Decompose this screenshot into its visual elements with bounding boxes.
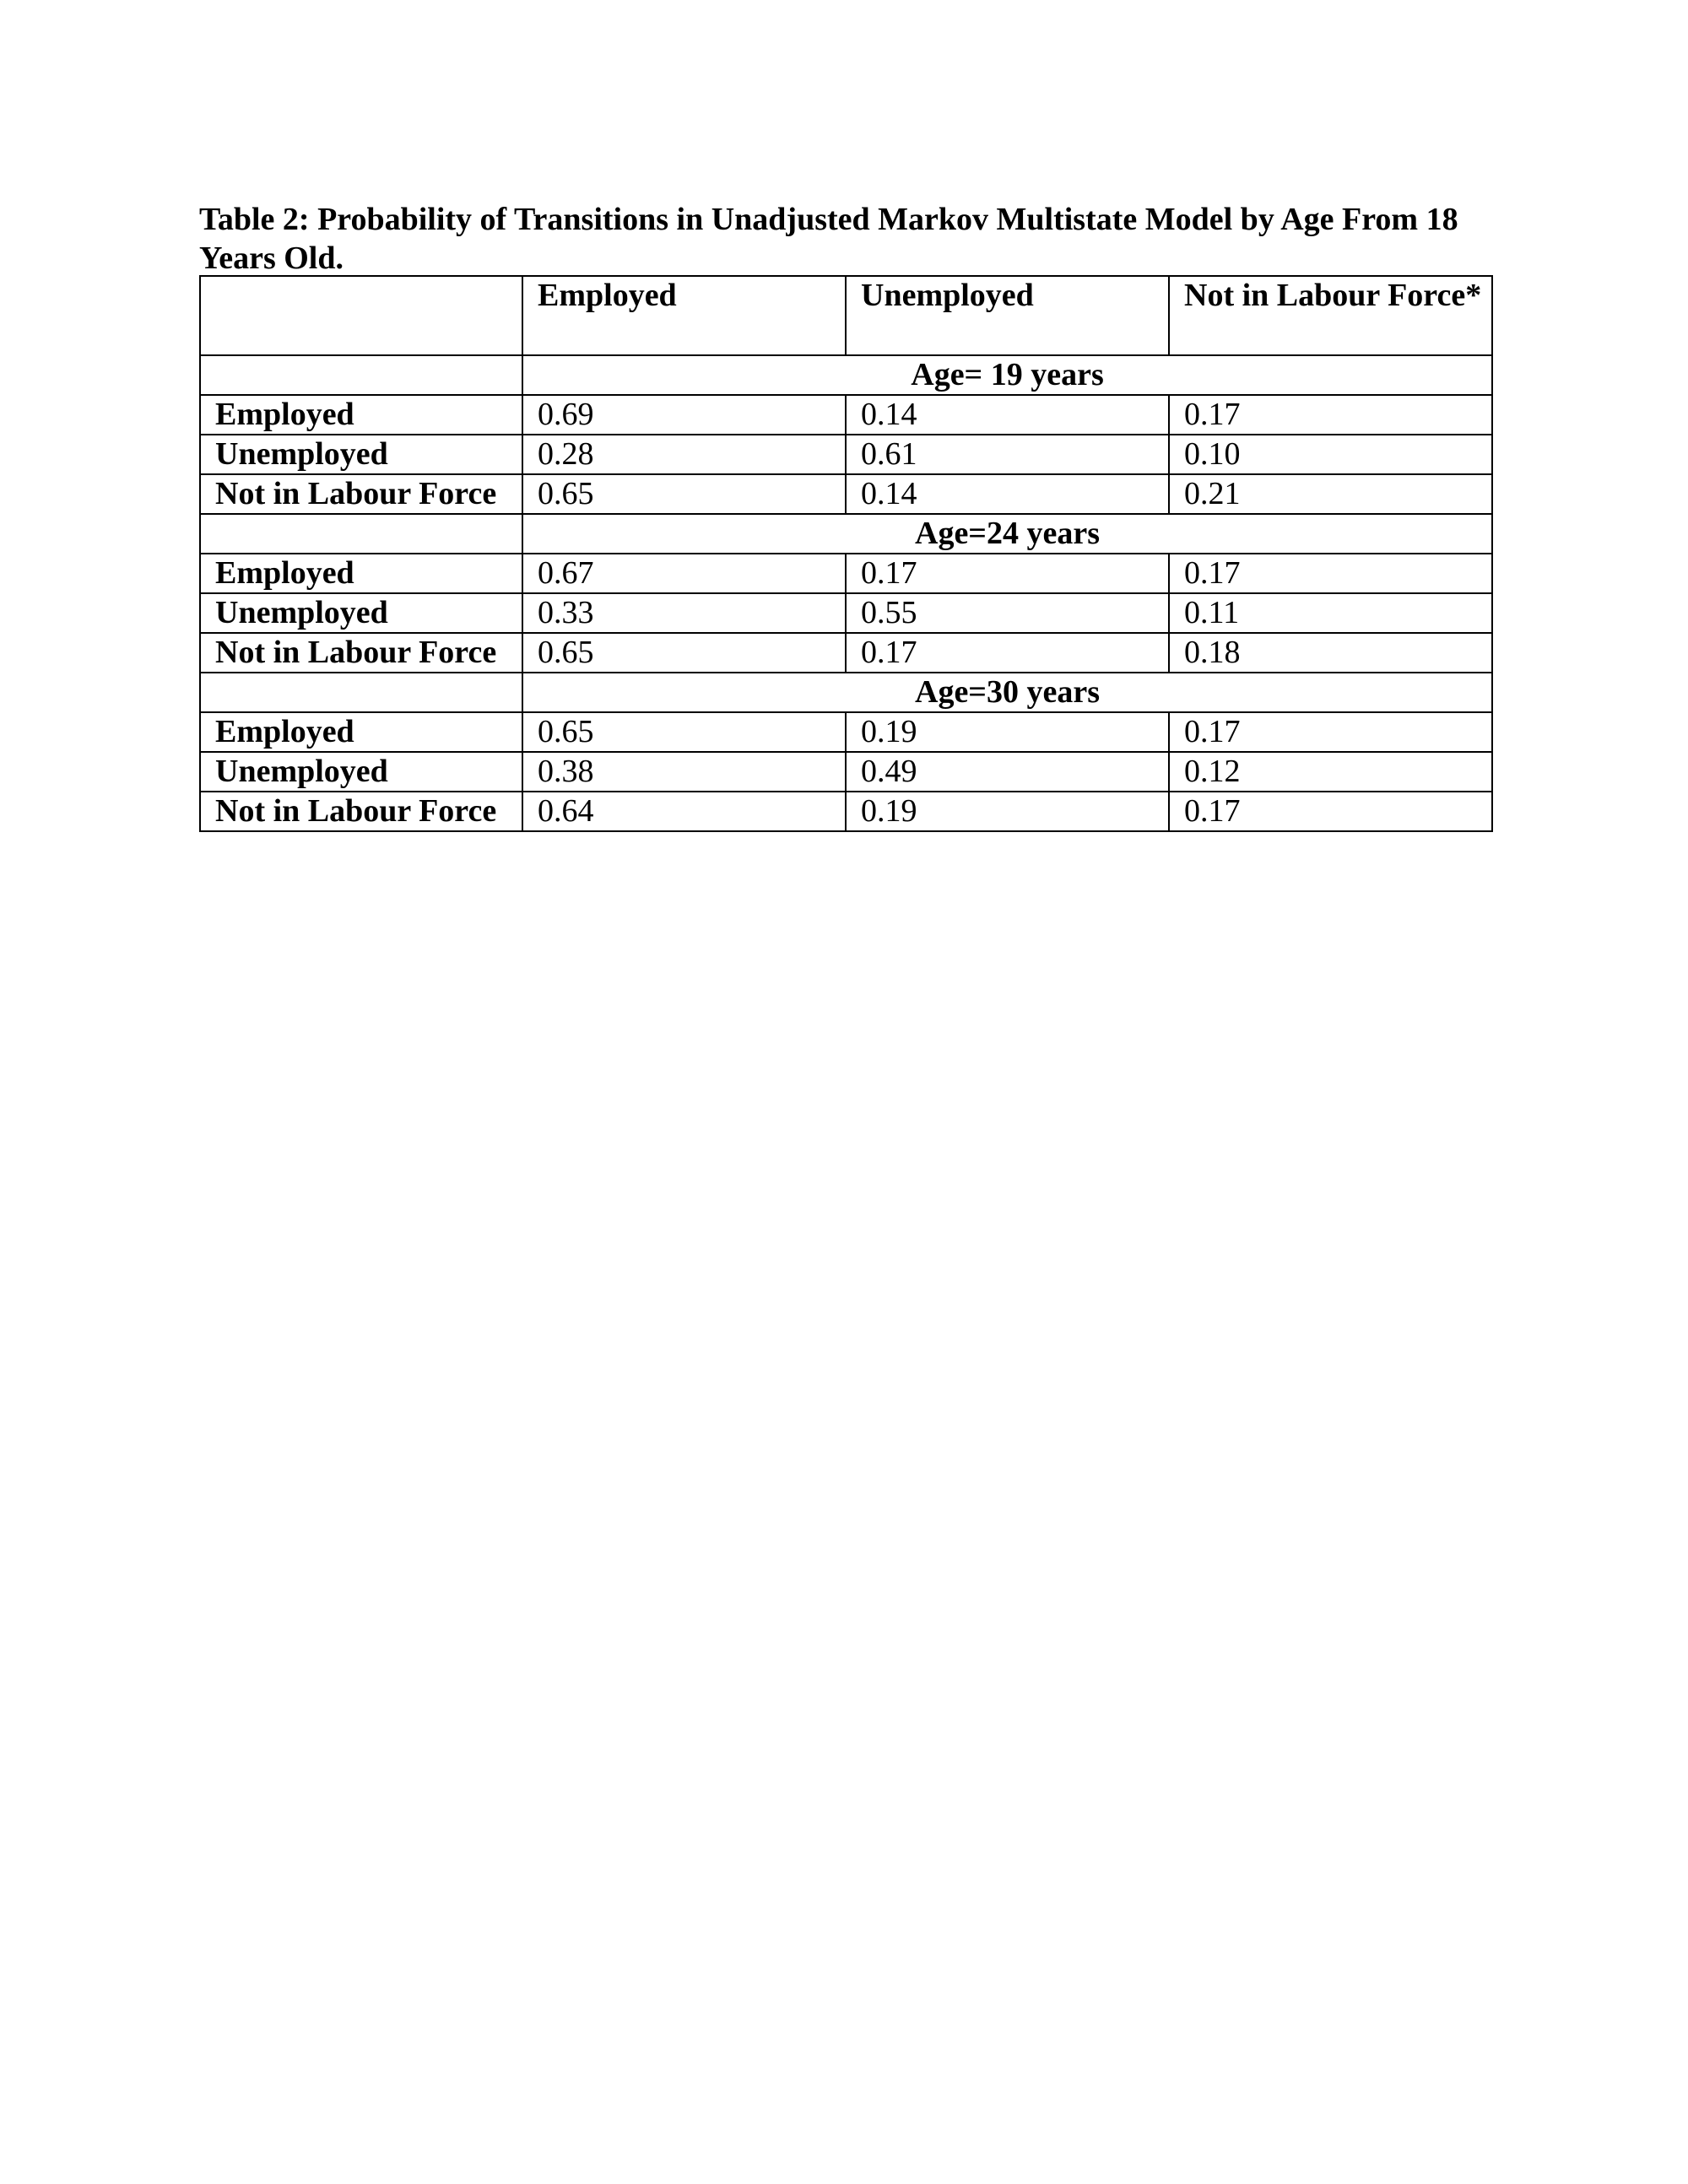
- cell-value: 0.38: [522, 752, 846, 792]
- group-label-spacer: [200, 355, 522, 395]
- header-cell-employed: Employed: [522, 276, 846, 355]
- cell-value: 0.49: [846, 752, 1169, 792]
- cell-value: 0.17: [1169, 712, 1492, 752]
- cell-value: 0.14: [846, 474, 1169, 514]
- header-cell-unemployed: Unemployed: [846, 276, 1169, 355]
- row-state-label: Employed: [200, 554, 522, 593]
- group-label: Age=30 years: [522, 673, 1492, 712]
- row-state-label: Not in Labour Force: [200, 474, 522, 514]
- cell-value: 0.17: [846, 633, 1169, 673]
- cell-value: 0.11: [1169, 593, 1492, 633]
- table-row: [200, 395, 1492, 435]
- table-row: [200, 593, 1492, 633]
- table-row: [200, 712, 1492, 752]
- table-caption: Table 2: Probability of Transitions in Unadjusted Markov Multistate Model by Age From 18 Years Old.: [199, 202, 1458, 276]
- cell-value: 0.28: [522, 435, 846, 474]
- row-state-label: Unemployed: [200, 752, 522, 792]
- cell-value: 0.21: [1169, 474, 1492, 514]
- header-cell-empty: [200, 276, 522, 355]
- row-state-label: Employed: [200, 712, 522, 752]
- cell-value: 0.61: [846, 435, 1169, 474]
- cell-value: 0.69: [522, 395, 846, 435]
- cell-value: 0.14: [846, 395, 1169, 435]
- cell-value: 0.10: [1169, 435, 1492, 474]
- row-state-label: Not in Labour Force: [200, 633, 522, 673]
- cell-value: 0.19: [846, 792, 1169, 831]
- cell-value: 0.65: [522, 633, 846, 673]
- group-header-row: [200, 355, 1492, 395]
- group-label-spacer: [200, 514, 522, 554]
- cell-value: 0.65: [522, 474, 846, 514]
- cell-value: 0.55: [846, 593, 1169, 633]
- transition-probability-table: [199, 275, 1493, 832]
- cell-value: 0.67: [522, 554, 846, 593]
- cell-value: 0.18: [1169, 633, 1492, 673]
- cell-value: 0.12: [1169, 752, 1492, 792]
- cell-value: 0.17: [1169, 395, 1492, 435]
- cell-value: 0.65: [522, 712, 846, 752]
- row-state-label: Employed: [200, 395, 522, 435]
- group-label: Age=24 years: [522, 514, 1492, 554]
- table-header-row: [200, 276, 1492, 355]
- table-row: [200, 752, 1492, 792]
- row-state-label: Unemployed: [200, 435, 522, 474]
- table-row: [200, 633, 1492, 673]
- row-state-label: Unemployed: [200, 593, 522, 633]
- header-cell-not-in-labour-force: Not in Labour Force*: [1169, 276, 1492, 355]
- table-row: [200, 435, 1492, 474]
- cell-value: 0.17: [1169, 792, 1492, 831]
- table-row: [200, 554, 1492, 593]
- group-label-spacer: [200, 673, 522, 712]
- cell-value: 0.17: [846, 554, 1169, 593]
- table-row: [200, 474, 1492, 514]
- group-label: Age= 19 years: [522, 355, 1492, 395]
- cell-value: 0.17: [1169, 554, 1492, 593]
- cell-value: 0.19: [846, 712, 1169, 752]
- table-row: [200, 792, 1492, 831]
- row-state-label: Not in Labour Force: [200, 792, 522, 831]
- group-header-row: [200, 514, 1492, 554]
- group-header-row: [200, 673, 1492, 712]
- cell-value: 0.33: [522, 593, 846, 633]
- cell-value: 0.64: [522, 792, 846, 831]
